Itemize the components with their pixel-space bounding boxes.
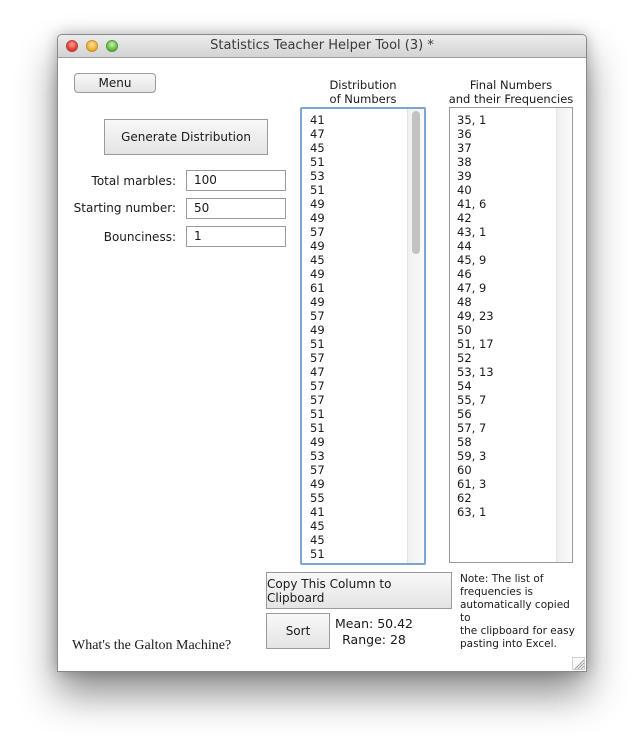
generate-distribution-button[interactable]: Generate Distribution <box>104 119 268 155</box>
note-line: the clipboard for easy <box>460 625 575 637</box>
list-item[interactable]: 57 <box>310 225 325 239</box>
list-item[interactable]: 61 <box>310 281 325 295</box>
starting-number-label: Starting number: <box>73 201 176 215</box>
range-text: Range: 28 <box>342 632 406 647</box>
list-item[interactable]: 62 <box>457 491 472 505</box>
sort-button[interactable]: Sort <box>266 613 330 649</box>
starting-number-input[interactable]: 50 <box>186 198 286 219</box>
list-item[interactable]: 56 <box>457 407 472 421</box>
list-item[interactable]: 59, 3 <box>457 449 487 463</box>
list-item[interactable]: 51 <box>310 547 325 561</box>
distribution-scroll-thumb[interactable] <box>412 111 420 254</box>
frequencies-header-line1: Final Numbers <box>469 78 553 92</box>
stats-summary <box>330 616 418 648</box>
list-item[interactable]: 51, 17 <box>457 337 494 351</box>
galton-machine-link[interactable]: What's the Galton Machine? <box>72 638 232 653</box>
list-item[interactable]: 51 <box>310 421 325 435</box>
distribution-scrollbar[interactable] <box>407 109 424 563</box>
distribution-list[interactable] <box>300 107 426 565</box>
list-item[interactable]: 48 <box>457 295 472 309</box>
list-item[interactable]: 49 <box>310 239 325 253</box>
window-title: Statistics Teacher Helper Tool (3) * <box>210 38 434 53</box>
distribution-header <box>300 78 426 106</box>
title-bar[interactable] <box>58 35 586 58</box>
list-item[interactable]: 53 <box>310 169 325 183</box>
list-item[interactable]: 51 <box>310 155 325 169</box>
list-item[interactable]: 46 <box>457 267 472 281</box>
total-marbles-label: Total marbles: <box>91 174 176 188</box>
list-item[interactable]: 49 <box>310 477 325 491</box>
list-item[interactable]: 53 <box>310 449 325 463</box>
resize-grip-icon[interactable] <box>572 657 585 670</box>
distribution-header-line2: of Numbers <box>329 92 397 106</box>
frequencies-header <box>443 78 579 106</box>
distribution-header-line1: Distribution <box>329 78 397 92</box>
list-item[interactable]: 49 <box>310 211 325 225</box>
list-item[interactable]: 49 <box>310 267 325 281</box>
note-line: Note: The list of <box>460 573 544 585</box>
frequencies-scrollbar[interactable] <box>556 108 572 562</box>
list-item[interactable]: 43, 1 <box>457 225 487 239</box>
list-item[interactable]: 39 <box>457 169 472 183</box>
list-item[interactable]: 45, 9 <box>457 253 487 267</box>
list-item[interactable]: 45 <box>310 519 325 533</box>
list-item[interactable]: 49 <box>310 295 325 309</box>
copy-column-button[interactable]: Copy This Column to Clipboard <box>266 572 452 609</box>
list-item[interactable]: 45 <box>310 141 325 155</box>
list-item[interactable]: 35, 1 <box>457 113 487 127</box>
clipboard-note <box>460 573 582 651</box>
note-line: pasting into Excel. <box>460 638 557 650</box>
list-item[interactable]: 51 <box>310 337 325 351</box>
list-item[interactable]: 45 <box>310 533 325 547</box>
list-item[interactable]: 47 <box>310 127 325 141</box>
total-marbles-input[interactable]: 100 <box>186 170 286 191</box>
list-item[interactable]: 44 <box>457 239 472 253</box>
list-item[interactable]: 57 <box>310 393 325 407</box>
bounciness-input[interactable]: 1 <box>186 226 286 247</box>
list-item[interactable]: 49 <box>310 197 325 211</box>
list-item[interactable]: 49 <box>310 323 325 337</box>
note-line: frequencies is <box>460 586 534 598</box>
list-item[interactable]: 49, 23 <box>457 309 494 323</box>
frequencies-items <box>457 113 494 519</box>
list-item[interactable]: 41 <box>310 113 325 127</box>
list-item[interactable]: 63, 1 <box>457 505 487 519</box>
list-item[interactable]: 45 <box>310 253 325 267</box>
list-item[interactable]: 51 <box>310 407 325 421</box>
list-item[interactable]: 51 <box>310 183 325 197</box>
list-item[interactable]: 47, 9 <box>457 281 487 295</box>
frequencies-list[interactable] <box>449 107 573 563</box>
list-item[interactable]: 53, 13 <box>457 365 494 379</box>
list-item[interactable]: 36 <box>457 127 472 141</box>
app-window <box>57 34 587 672</box>
list-item[interactable]: 41 <box>310 505 325 519</box>
distribution-items <box>310 113 325 561</box>
list-item[interactable]: 40 <box>457 183 472 197</box>
list-item[interactable]: 58 <box>457 435 472 449</box>
list-item[interactable]: 42 <box>457 211 472 225</box>
list-item[interactable]: 55, 7 <box>457 393 487 407</box>
list-item[interactable]: 47 <box>310 365 325 379</box>
list-item[interactable]: 38 <box>457 155 472 169</box>
list-item[interactable]: 52 <box>457 351 472 365</box>
list-item[interactable]: 50 <box>457 323 472 337</box>
list-item[interactable]: 57 <box>310 379 325 393</box>
list-item[interactable]: 57 <box>310 351 325 365</box>
list-item[interactable]: 60 <box>457 463 472 477</box>
menu-button[interactable]: Menu <box>74 73 156 93</box>
list-item[interactable]: 41, 6 <box>457 197 487 211</box>
list-item[interactable]: 61, 3 <box>457 477 487 491</box>
list-item[interactable]: 49 <box>310 435 325 449</box>
frequencies-header-line2: and their Frequencies <box>448 92 574 106</box>
list-item[interactable]: 37 <box>457 141 472 155</box>
list-item[interactable]: 55 <box>310 491 325 505</box>
mean-text: Mean: 50.42 <box>334 616 414 631</box>
list-item[interactable]: 57, 7 <box>457 421 487 435</box>
list-item[interactable]: 57 <box>310 309 325 323</box>
note-line: automatically copied to <box>460 599 570 624</box>
bounciness-label: Bounciness: <box>103 230 176 244</box>
list-item[interactable]: 54 <box>457 379 472 393</box>
list-item[interactable]: 57 <box>310 463 325 477</box>
